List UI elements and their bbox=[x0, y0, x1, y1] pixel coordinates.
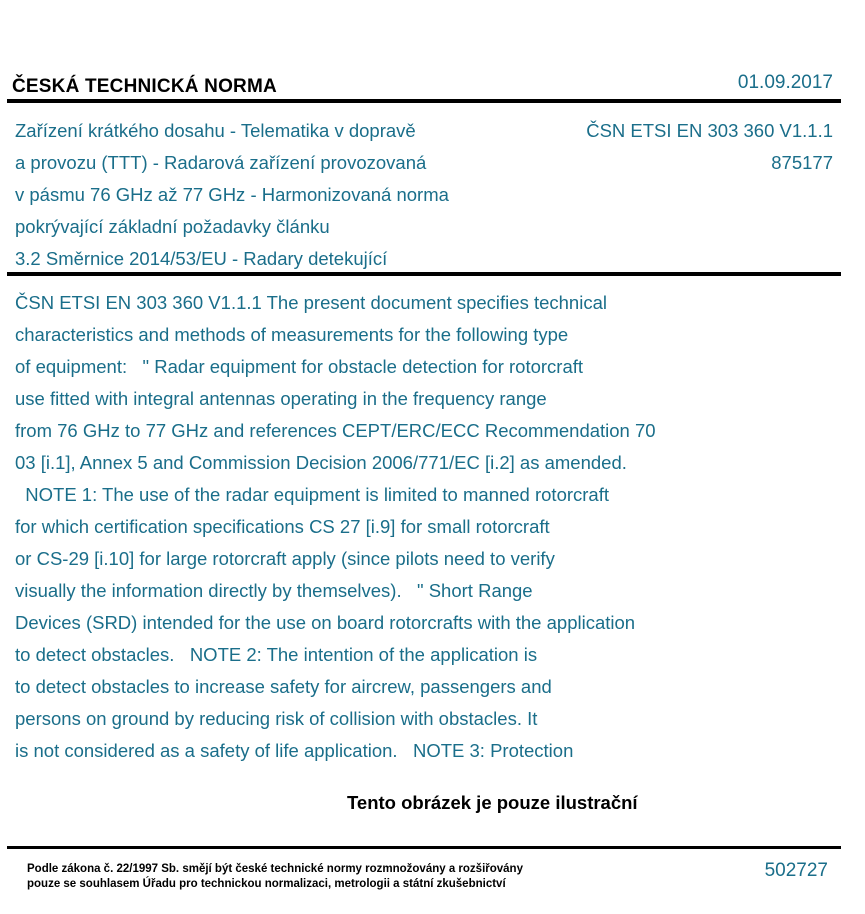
footer-divider bbox=[7, 846, 841, 849]
legal-notice bbox=[27, 862, 523, 892]
title-line: a provozu (TTT) - Radarová zařízení provozovaná bbox=[15, 152, 427, 173]
abstract-line: NOTE 1: The use of the radar equipment is limited to manned rotorcraft bbox=[15, 484, 609, 505]
header-divider bbox=[7, 99, 841, 103]
abstract-line: persons on ground by reducing risk of collision with obstacles. It bbox=[15, 708, 538, 729]
abstract-line: 03 [i.1], Annex 5 and Commission Decision 2006/771/EC [i.2] as amended. bbox=[15, 452, 627, 473]
abstract-line: from 76 GHz to 77 GHz and references CEPT/ERC/ECC Recommendation 70 bbox=[15, 420, 656, 441]
abstract-line: or CS-29 [i.10] for large rotorcraft apply (since pilots need to verify bbox=[15, 548, 555, 569]
document-number: 502727 bbox=[764, 860, 828, 881]
publication-date: 01.09.2017 bbox=[737, 72, 833, 93]
abstract-line: to detect obstacles to increase safety for aircrew, passengers and bbox=[15, 676, 552, 697]
title-divider bbox=[7, 272, 841, 276]
standard-identifiers bbox=[586, 115, 833, 179]
title-line: Zařízení krátkého dosahu - Telematika v dopravě bbox=[15, 120, 416, 141]
abstract-line: characteristics and methods of measurements for the following type bbox=[15, 324, 569, 345]
document-type-heading: ČESKÁ TECHNICKÁ NORMA bbox=[12, 76, 277, 97]
title-line: v pásmu 76 GHz až 77 GHz - Harmonizovaná norma bbox=[15, 184, 449, 205]
abstract-line: for which certification specifications CS 27 [i.9] for small rotorcraft bbox=[15, 516, 550, 537]
legal-notice-line: pouze se souhlasem Úřadu pro technickou normalizaci, metrologii a státní zkušebnictví bbox=[27, 878, 506, 890]
abstract-line: is not considered as a safety of life application. NOTE 3: Protection bbox=[15, 740, 574, 761]
illustration-notice: Tento obrázek je pouze ilustrační bbox=[347, 792, 638, 813]
standard-designation: ČSN ETSI EN 303 360 V1.1.1 bbox=[586, 120, 833, 141]
catalog-number: 875177 bbox=[771, 152, 833, 173]
abstract-line: of equipment: " Radar equipment for obstacle detection for rotorcraft bbox=[15, 356, 584, 377]
abstract-line: ČSN ETSI EN 303 360 V1.1.1 The present document specifies technical bbox=[15, 292, 607, 313]
abstract-line: visually the information directly by themselves). " Short Range bbox=[15, 580, 533, 601]
abstract-line: to detect obstacles. NOTE 2: The intention of the application is bbox=[15, 644, 538, 665]
title-line: 3.2 Směrnice 2014/53/EU - Radary detekující bbox=[15, 248, 388, 269]
standard-title bbox=[15, 115, 535, 275]
legal-notice-line: Podle zákona č. 22/1997 Sb. smějí být české technické normy rozmnožovány a rozšiřovány bbox=[27, 863, 523, 875]
title-line: pokrývající základní požadavky článku bbox=[15, 216, 330, 237]
abstract-text bbox=[15, 287, 656, 767]
abstract-line: Devices (SRD) intended for the use on board rotorcrafts with the application bbox=[15, 612, 636, 633]
abstract-line: use fitted with integral antennas operating in the frequency range bbox=[15, 388, 547, 409]
